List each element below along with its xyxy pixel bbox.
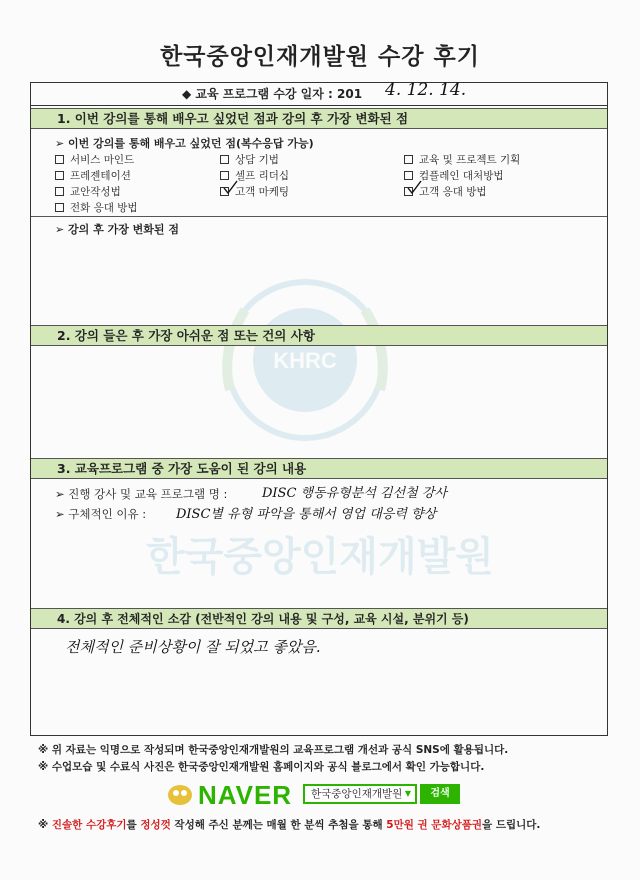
naver-search-input[interactable]: 한국중앙인재개발원 ▼: [303, 784, 417, 804]
option-lesson-plan[interactable]: 교안작성법: [55, 184, 121, 199]
checkbox[interactable]: [55, 187, 64, 196]
section4-header: 4. 강의 후 전체적인 소감 (전반적인 강의 내용 및 구성, 교육 시설, 분위기 등): [31, 608, 607, 629]
checkbox[interactable]: [220, 171, 229, 180]
dropdown-arrow-icon: ▼: [404, 789, 411, 798]
option-complaint[interactable]: 컴플레인 대처방법: [404, 168, 503, 183]
date-handwritten: 4. 12. 14.: [385, 80, 467, 100]
check-mark-icon: [222, 180, 238, 196]
naver-search-button[interactable]: 검색: [420, 784, 460, 804]
instructor-value: DISC 행동유형분석 김선철 강사: [262, 486, 447, 501]
note-anonymous: ※ 위 자료는 익명으로 작성되며 한국중앙인재개발원의 교육프로그램 개선과 공식 SNS에 활용됩니다.: [38, 744, 509, 756]
note-photos: ※ 수업모습 및 수료식 사진은 한국중앙인재개발원 홈페이지와 공식 블로그에서 확인 가능합니다.: [38, 761, 485, 773]
checkbox[interactable]: [404, 171, 413, 180]
date-label: ◆ 교육 프로그램 수강 일자 : 201: [182, 87, 363, 101]
option-education-planning[interactable]: 교육 및 프로젝트 기획: [404, 152, 520, 167]
section1-changed-label: ➢ 강의 후 가장 변화된 점: [55, 223, 179, 236]
instructor-label: ➢ 진행 강사 및 교육 프로그램 명 :: [55, 487, 228, 501]
naver-mascot-icon: [165, 781, 195, 807]
divider: [31, 216, 607, 217]
check-mark-icon: [406, 180, 422, 196]
reason-value: DISC별 유형 파악을 통해서 영업 대응력 향상: [176, 507, 437, 522]
watermark-logo: [200, 270, 410, 460]
checkbox[interactable]: [404, 155, 413, 164]
option-presentation[interactable]: 프레젠테이션: [55, 168, 131, 183]
option-customer-service[interactable]: 고객 응대 방법: [404, 184, 487, 199]
option-service-mind[interactable]: 서비스 마인드: [55, 152, 134, 167]
page-title: 한국중앙인재개발원 수강 후기: [160, 44, 480, 70]
option-self-leadership[interactable]: 셀프 리더십: [220, 168, 289, 183]
section2-header: 2. 강의 들은 후 가장 아쉬운 점 또는 건의 사항: [31, 325, 607, 346]
option-customer-marketing[interactable]: 고객 마케팅: [220, 184, 289, 199]
naver-logo: NAVER: [198, 780, 293, 810]
reason-label: ➢ 구체적인 이유 :: [55, 507, 147, 521]
checkbox[interactable]: [220, 155, 229, 164]
overall-comment: 전체적인 준비상황이 잘 되었고 좋았음.: [65, 638, 321, 656]
section1-header: 1. 이번 강의를 통해 배우고 싶었던 점과 강의 후 가장 변화된 점: [31, 108, 607, 129]
date-bar: [30, 82, 608, 106]
section1-want-label: ➢ 이번 강의를 통해 배우고 싶었던 점(복수응답 가능): [55, 137, 314, 150]
checkbox[interactable]: [55, 155, 64, 164]
option-counseling[interactable]: 상담 기법: [220, 152, 279, 167]
watermark-logo-text: KHRC: [273, 348, 337, 373]
note-prize: ※ 진솔한 수강후기를 정성껏 작성해 주신 분께는 매월 한 분씩 추첨을 통해 5만원 권 문화상품권을 드립니다.: [38, 819, 541, 831]
option-phone-service[interactable]: 전화 응대 방법: [55, 200, 138, 215]
section3-header: 3. 교육프로그램 중 가장 도움이 된 강의 내용: [31, 458, 607, 479]
watermark-org-name: 한국중앙인재개발원: [146, 534, 494, 580]
checkbox[interactable]: [55, 203, 64, 212]
checkbox[interactable]: [55, 171, 64, 180]
